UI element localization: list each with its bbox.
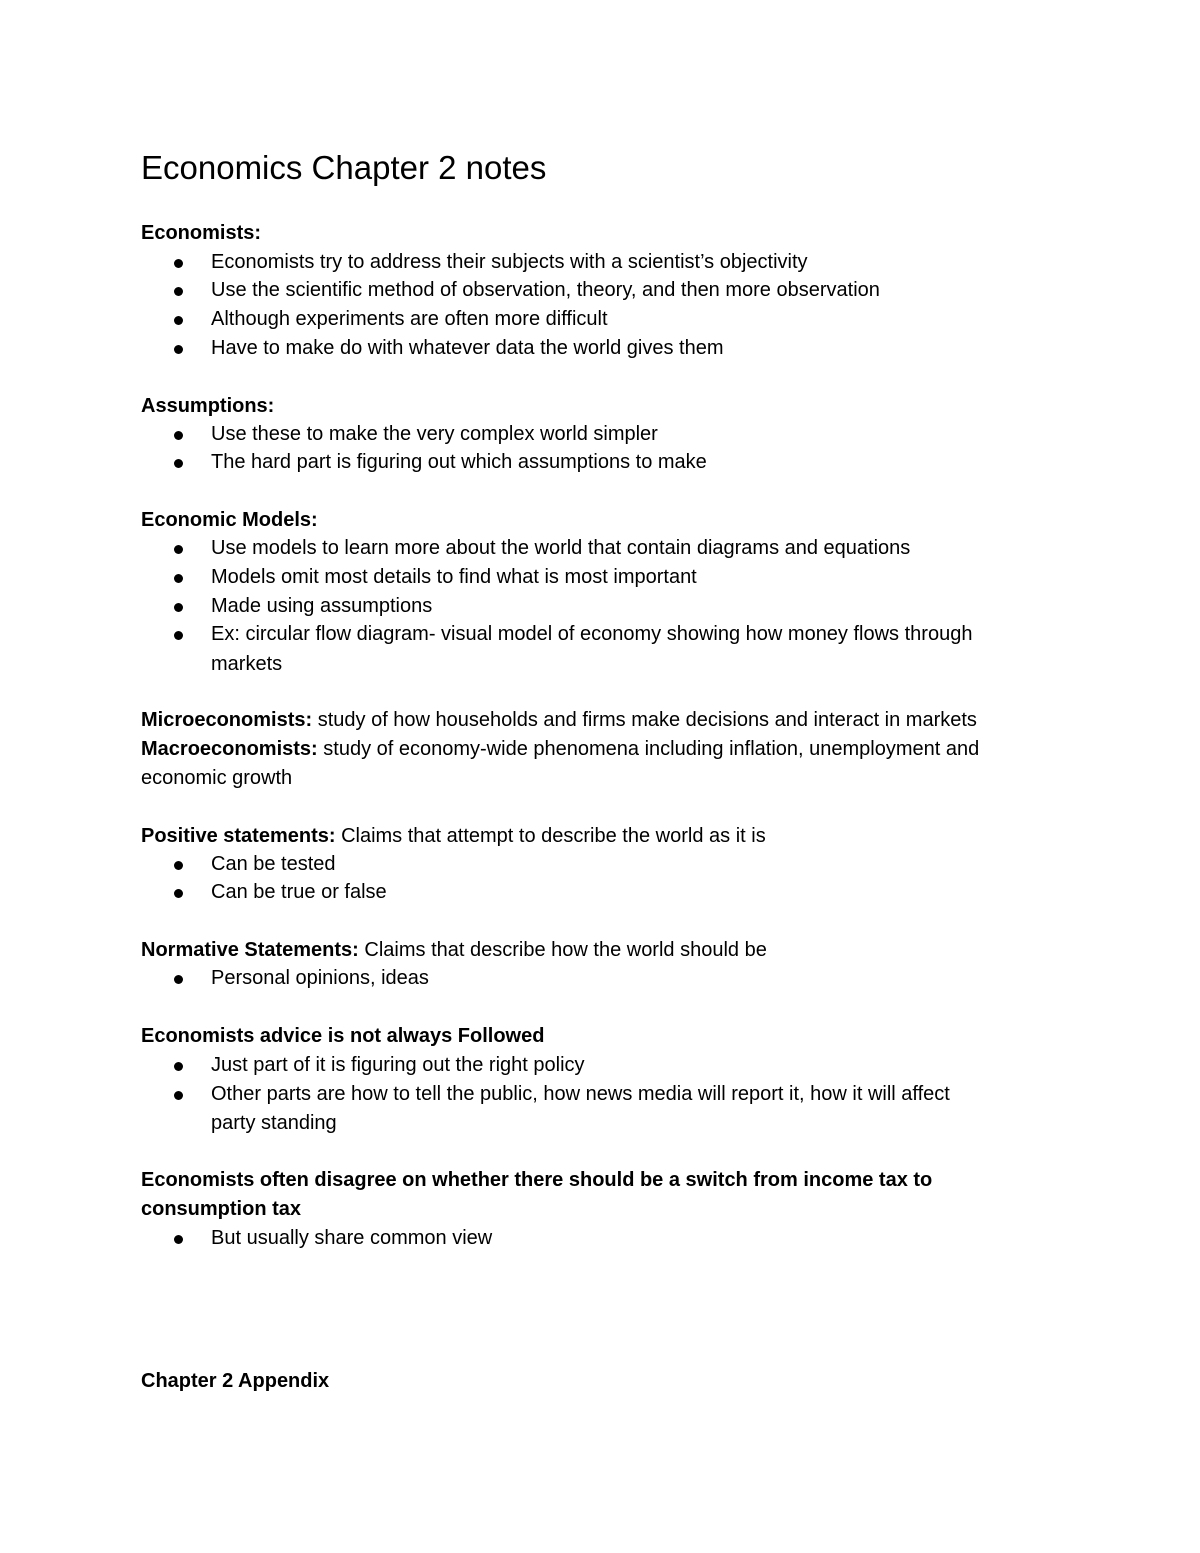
macro-continuation: economic growth xyxy=(141,767,293,789)
macro-term: Macroeconomists: xyxy=(141,738,318,760)
appendix-heading: Chapter 2 Appendix xyxy=(141,1370,330,1392)
assumptions-heading: Assumptions: xyxy=(141,395,275,417)
normative-text: Claims that describe how the world should be xyxy=(358,939,767,961)
micro-term: Microeconomists: xyxy=(141,709,313,731)
bullet-icon xyxy=(174,603,183,612)
bullet-icon xyxy=(174,545,183,554)
advice-heading: Economists advice is not always Followed xyxy=(141,1025,545,1047)
bullet-icon xyxy=(174,574,183,583)
macro-text: study of economy-wide phenomena including inflation, unemployment and xyxy=(317,738,980,760)
normative-term: Normative Statements: xyxy=(141,939,359,961)
bullet-icon xyxy=(174,287,183,296)
bullet-icon xyxy=(174,975,183,984)
bullet-icon xyxy=(174,1062,183,1071)
macro-definition xyxy=(141,735,979,764)
bullet-icon xyxy=(174,631,183,640)
bullet-icon xyxy=(174,431,183,440)
economists-heading: Economists: xyxy=(141,222,262,244)
bullet-icon xyxy=(174,345,183,354)
bullet-icon xyxy=(174,861,183,870)
models-heading: Economic Models: xyxy=(141,509,318,531)
bullet-icon xyxy=(174,889,183,898)
normative-definition xyxy=(141,936,767,965)
positive-term: Positive statements: xyxy=(141,825,336,847)
bullet-icon xyxy=(174,1235,183,1244)
positive-definition xyxy=(141,822,766,851)
disagree-heading-line2: consumption tax xyxy=(141,1198,302,1220)
micro-text: study of how households and firms make decisions and interact in markets xyxy=(312,709,977,731)
bullet-icon xyxy=(174,259,183,268)
disagree-heading-line1: Economists often disagree on whether there should be a switch from income tax to xyxy=(141,1169,933,1191)
bullet-icon xyxy=(174,459,183,468)
bullet-icon xyxy=(174,316,183,325)
document-title: Economics Chapter 2 notes xyxy=(141,149,547,186)
bullet-icon xyxy=(174,1091,183,1100)
list-item-continuation: markets xyxy=(211,653,283,675)
list-item-continuation: party standing xyxy=(211,1112,337,1134)
micro-definition xyxy=(141,706,977,735)
positive-text: Claims that attempt to describe the world as it is xyxy=(335,825,766,847)
